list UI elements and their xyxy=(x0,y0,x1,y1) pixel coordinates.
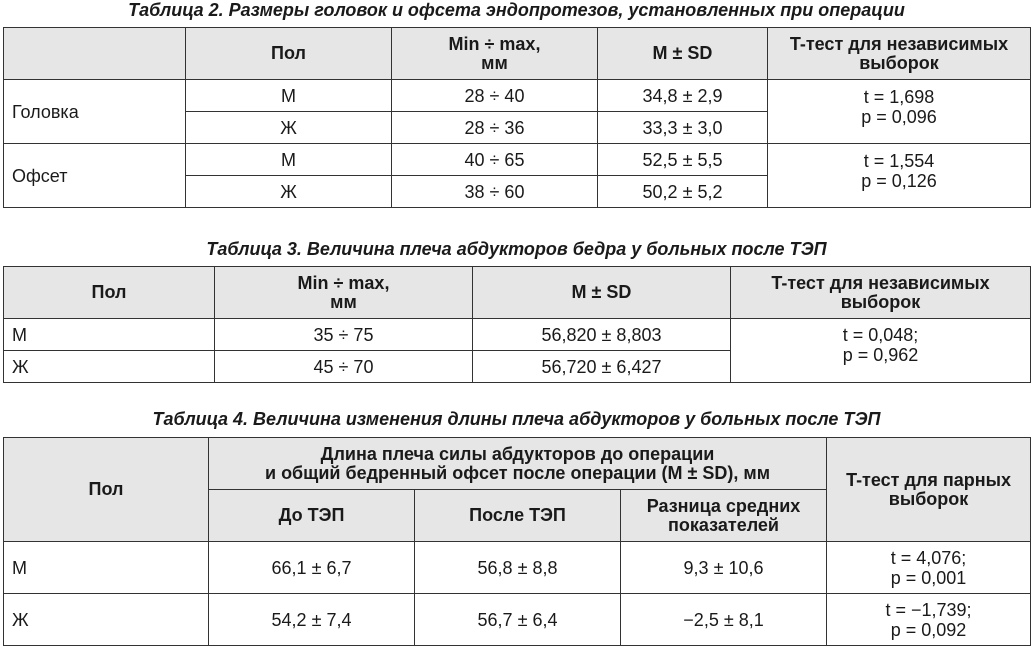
after-cell: 56,7 ± 6,4 xyxy=(415,594,621,646)
table4-header-group: Длина плеча силы абдукторов до операции и общий бедренный офсет после операции (M ± SD), мм xyxy=(209,438,827,490)
table4-header-diff: Разница средних показателей xyxy=(621,490,827,542)
table4 xyxy=(3,437,1031,646)
minmax-cell: 28 ÷ 40 xyxy=(392,80,598,112)
minmax-cell: 40 ÷ 65 xyxy=(392,144,598,176)
diff-cell: 9,3 ± 10,6 xyxy=(621,542,827,594)
minmax-cell: 45 ÷ 70 xyxy=(215,351,473,383)
row-label: Офсет xyxy=(4,144,186,208)
table4-caption: Таблица 4. Величина изменения длины плеча абдукторов у больных после ТЭП xyxy=(152,409,881,429)
before-cell: 54,2 ± 7,4 xyxy=(209,594,415,646)
msd-cell: 50,2 ± 5,2 xyxy=(598,176,768,208)
table3-caption: Таблица 3. Величина плеча абдукторов бедра у больных после ТЭП xyxy=(206,239,827,259)
minmax-cell: 35 ÷ 75 xyxy=(215,319,473,351)
table-row xyxy=(4,319,1031,351)
table2 xyxy=(3,27,1031,208)
table2-header-msd: M ± SD xyxy=(598,28,768,80)
table4-header-before: До ТЭП xyxy=(209,490,415,542)
row-label: Головка xyxy=(4,80,186,144)
msd-cell: 52,5 ± 5,5 xyxy=(598,144,768,176)
sex-cell: М xyxy=(4,542,209,594)
table3 xyxy=(3,266,1031,383)
table2-header-ttest: T-тест для независимых выборок xyxy=(768,28,1031,80)
msd-cell: 34,8 ± 2,9 xyxy=(598,80,768,112)
table-row xyxy=(4,542,1031,594)
sex-cell: Ж xyxy=(4,594,209,646)
ttest-cell: t = 4,076; p = 0,001 xyxy=(827,542,1031,594)
table3-header-msd: M ± SD xyxy=(473,267,731,319)
table3-header-minmax: Min ÷ max, мм xyxy=(215,267,473,319)
diff-cell: −2,5 ± 8,1 xyxy=(621,594,827,646)
table3-header-sex: Пол xyxy=(4,267,215,319)
table-row xyxy=(4,144,1031,176)
after-cell: 56,8 ± 8,8 xyxy=(415,542,621,594)
table-row xyxy=(4,594,1031,646)
msd-cell: 56,820 ± 8,803 xyxy=(473,319,731,351)
table-row xyxy=(4,80,1031,112)
table4-header-ttest: T-тест для парных выборок xyxy=(827,438,1031,542)
table3-header-ttest: T-тест для независимых выборок xyxy=(731,267,1031,319)
table4-header-sex: Пол xyxy=(4,438,209,542)
sex-cell: М xyxy=(186,80,392,112)
table2-header-minmax: Min ÷ max, мм xyxy=(392,28,598,80)
before-cell: 66,1 ± 6,7 xyxy=(209,542,415,594)
sex-cell: Ж xyxy=(186,112,392,144)
sex-cell: Ж xyxy=(4,351,215,383)
sex-cell: М xyxy=(4,319,215,351)
sex-cell: М xyxy=(186,144,392,176)
table4-header-after: После ТЭП xyxy=(415,490,621,542)
msd-cell: 56,720 ± 6,427 xyxy=(473,351,731,383)
table2-header-sex: Пол xyxy=(186,28,392,80)
minmax-cell: 38 ÷ 60 xyxy=(392,176,598,208)
msd-cell: 33,3 ± 3,0 xyxy=(598,112,768,144)
sex-cell: Ж xyxy=(186,176,392,208)
table2-caption: Таблица 2. Размеры головок и офсета эндопротезов, установленных при операции xyxy=(128,0,905,20)
ttest-cell: t = 1,698 p = 0,096 xyxy=(768,80,1031,144)
table2-header-empty xyxy=(4,28,186,80)
ttest-cell: t = 0,048; p = 0,962 xyxy=(731,319,1031,383)
ttest-cell: t = 1,554 p = 0,126 xyxy=(768,144,1031,208)
ttest-cell: t = −1,739; p = 0,092 xyxy=(827,594,1031,646)
minmax-cell: 28 ÷ 36 xyxy=(392,112,598,144)
